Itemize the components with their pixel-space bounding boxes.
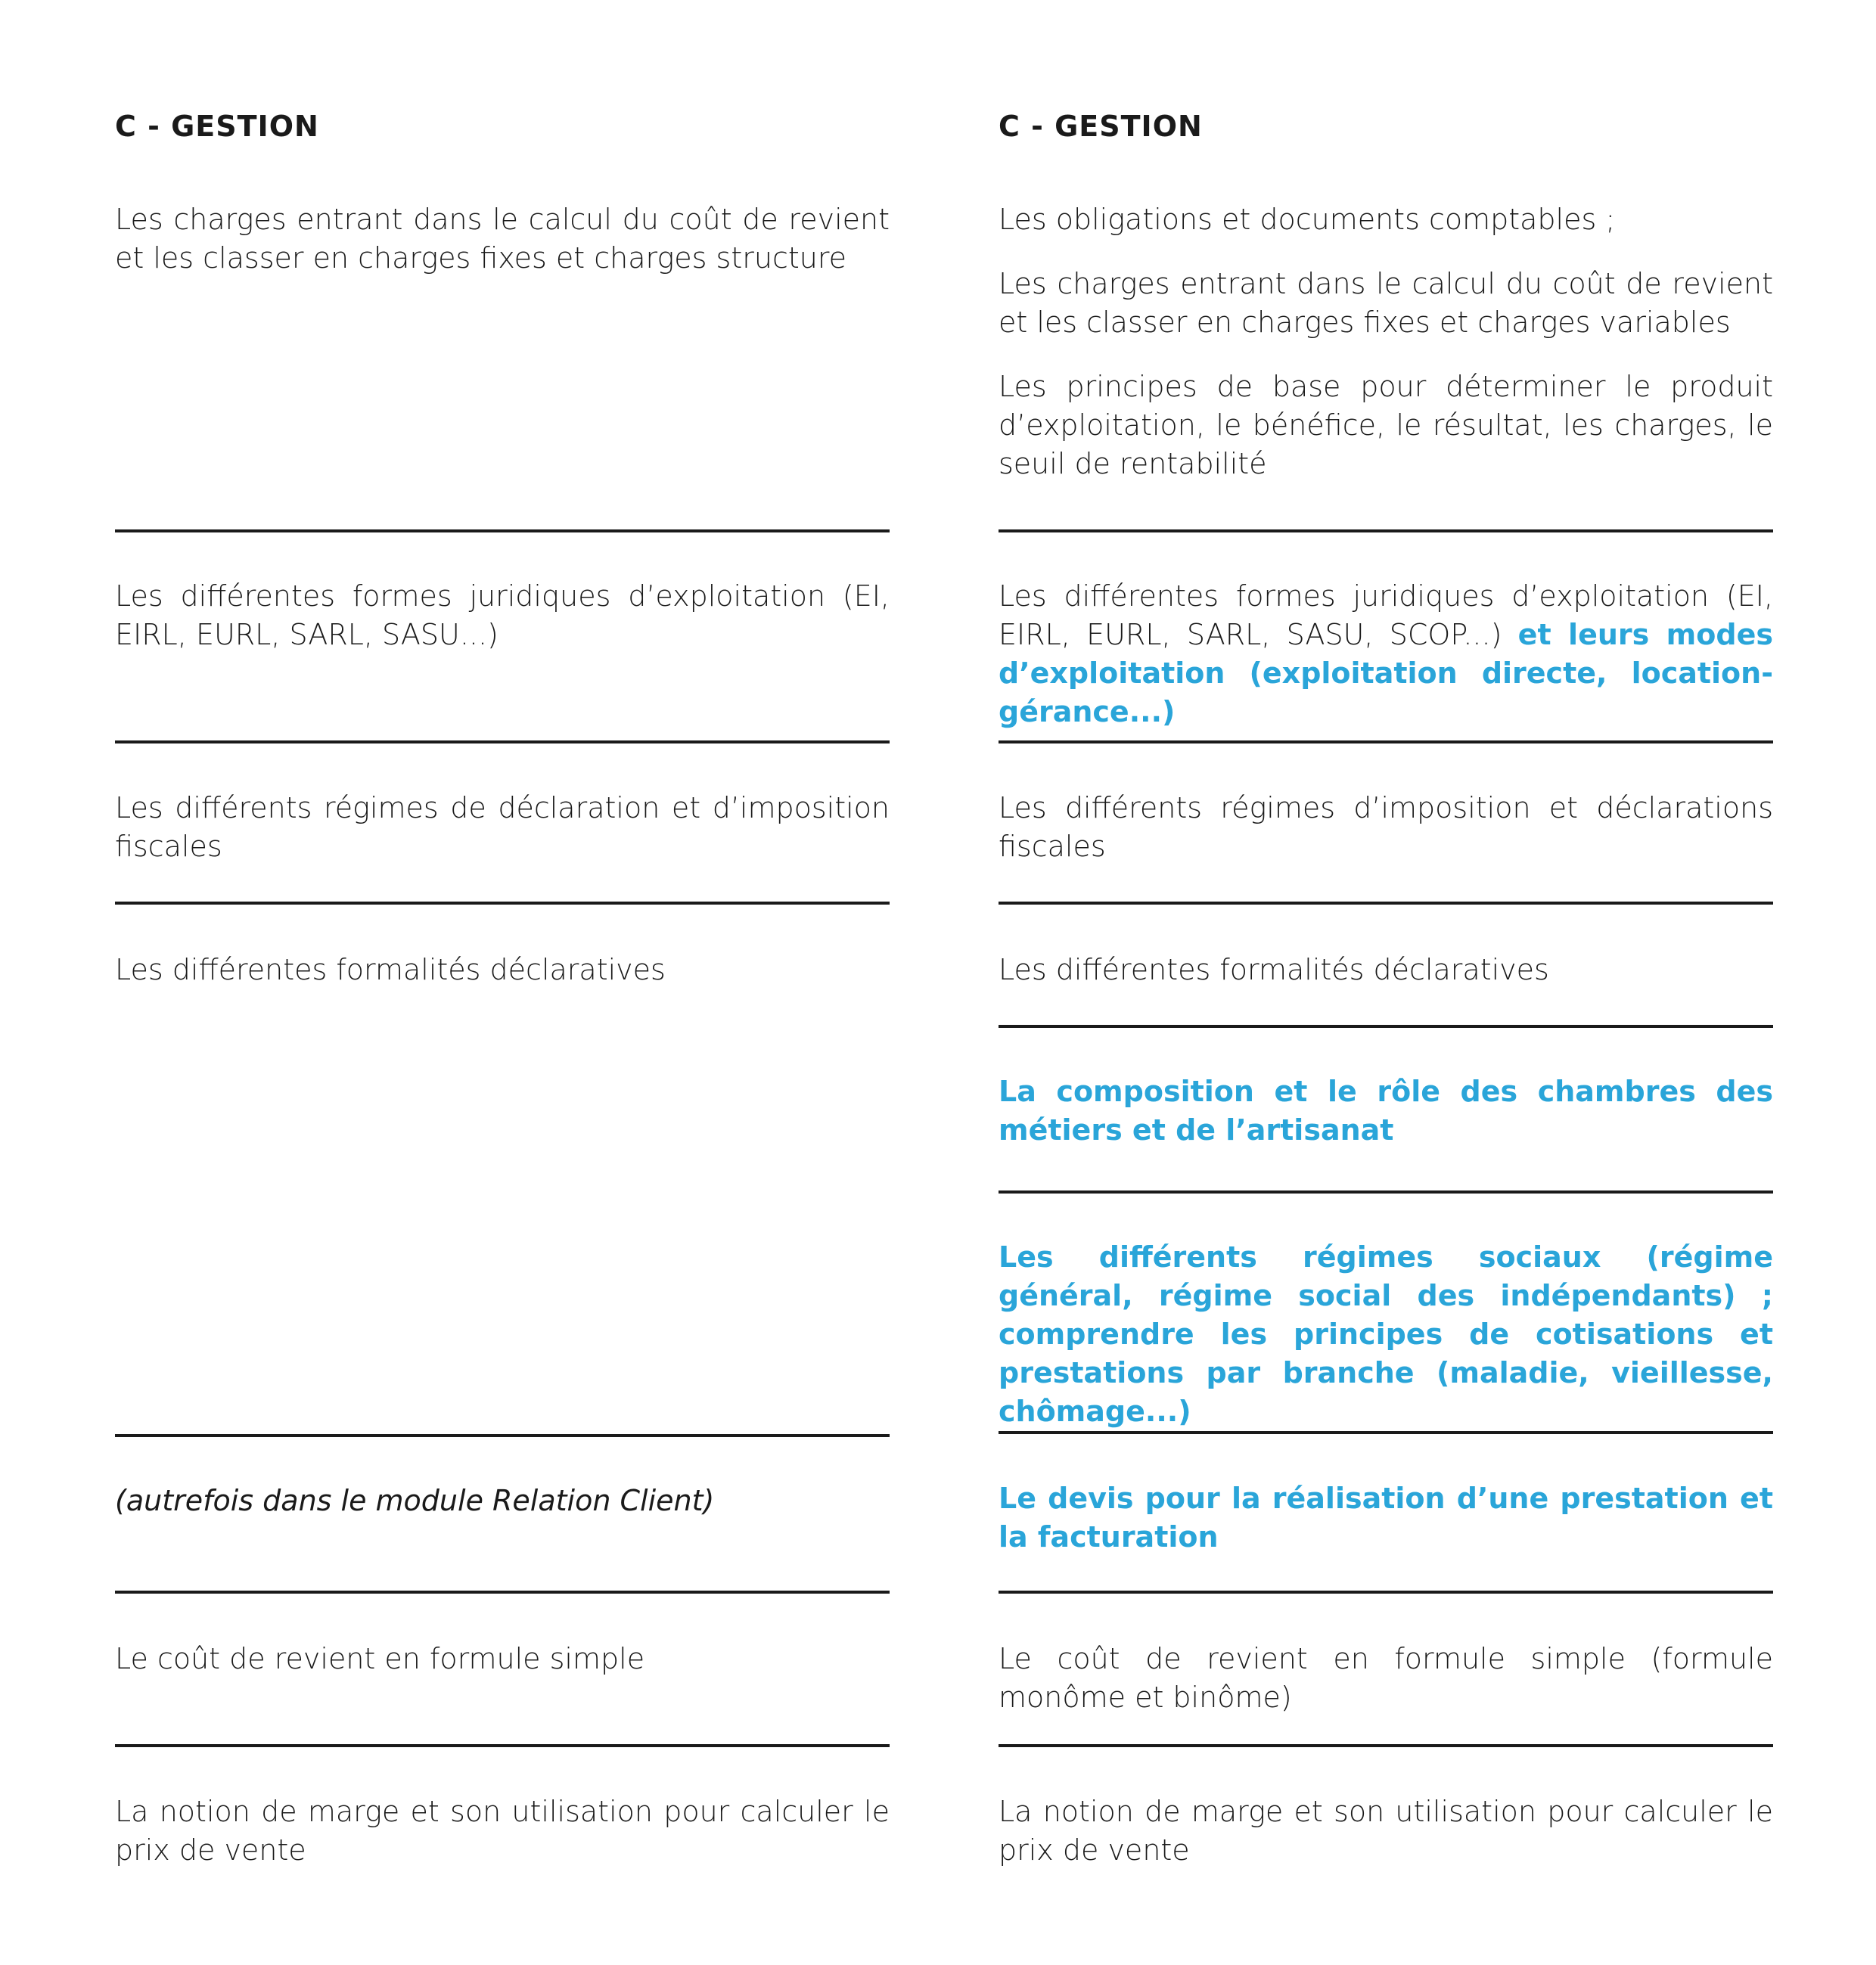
right-gestion-block [999,200,1773,509]
left-divider [115,740,890,743]
left-regimes-text: Les différents régimes de déclaration et d’imposition fiscales [115,791,890,863]
right-formes-highlight: et leurs modes d’exploitation (exploitation directe, location-gérance...) [999,618,1773,728]
left-formes-text: Les différentes formes juridiques d’exploitation (EI, EIRL, EURL, SARL, SASU...) [115,579,890,651]
right-devis-text: Le devis pour la réalisation d’une prestation et la facturation [999,1482,1773,1554]
right-divider [999,902,1773,905]
right-divider [999,1744,1773,1747]
right-regimes-text: Les différents régimes d’imposition et déclarations fiscales [999,791,1773,863]
right-formes-text: Les différentes formes juridiques d’exploitation (EI, EIRL, EURL, SARL, SASU, SCOP...) et leurs modes d’exploitation (exploitation directe, location-gérance...) [999,579,1773,728]
left-divider [115,1591,890,1594]
right-divider [999,1591,1773,1594]
left-cout-text: Le coût de revient en formule simple [115,1642,645,1675]
right-chambres-text: La composition et le rôle des chambres des métiers et de l’artisanat [999,1075,1773,1147]
right-marge-text: La notion de marge et son utilisation pour calculer le prix de vente [999,1795,1773,1867]
left-heading: C - GESTION [115,110,319,143]
left-divider [115,1744,890,1747]
right-divider [999,529,1773,532]
left-divider [115,1434,890,1437]
left-divider [115,529,890,532]
right-obligations-text: Les obligations et documents comptables ; [999,203,1616,236]
left-divider [115,902,890,905]
right-divider [999,1025,1773,1028]
right-sociaux-text: Les différents régimes sociaux (régime général, régime social des indépendants) ; comprendre les principes de cotisations et prestations par branche (maladie, vieillesse, chômage...) [999,1240,1773,1428]
right-divider [999,740,1773,743]
right-principes-text: Les principes de base pour déterminer le produit d’exploitation, le bénéfice, le résultat, les charges, le seuil de rentabilité [999,370,1773,480]
left-autrefois-note: (autrefois dans le module Relation Client) [115,1484,715,1517]
right-cout-text: Le coût de revient en formule simple (formule monôme et binôme) [999,1642,1773,1714]
right-divider [999,1190,1773,1194]
left-charges-text: Les charges entrant dans le calcul du coût de revient et les classer en charges fixes et charges structure [115,203,890,275]
right-heading: C - GESTION [999,110,1203,143]
left-marge-text: La notion de marge et son utilisation pour calculer le prix de vente [115,1795,890,1867]
right-formalites-text: Les différentes formalités déclaratives [999,953,1549,986]
right-charges-text: Les charges entrant dans le calcul du coût de revient et les classer en charges fixes et charges variables [999,267,1773,339]
right-divider [999,1431,1773,1434]
left-formalites-text: Les différentes formalités déclaratives [115,953,666,986]
